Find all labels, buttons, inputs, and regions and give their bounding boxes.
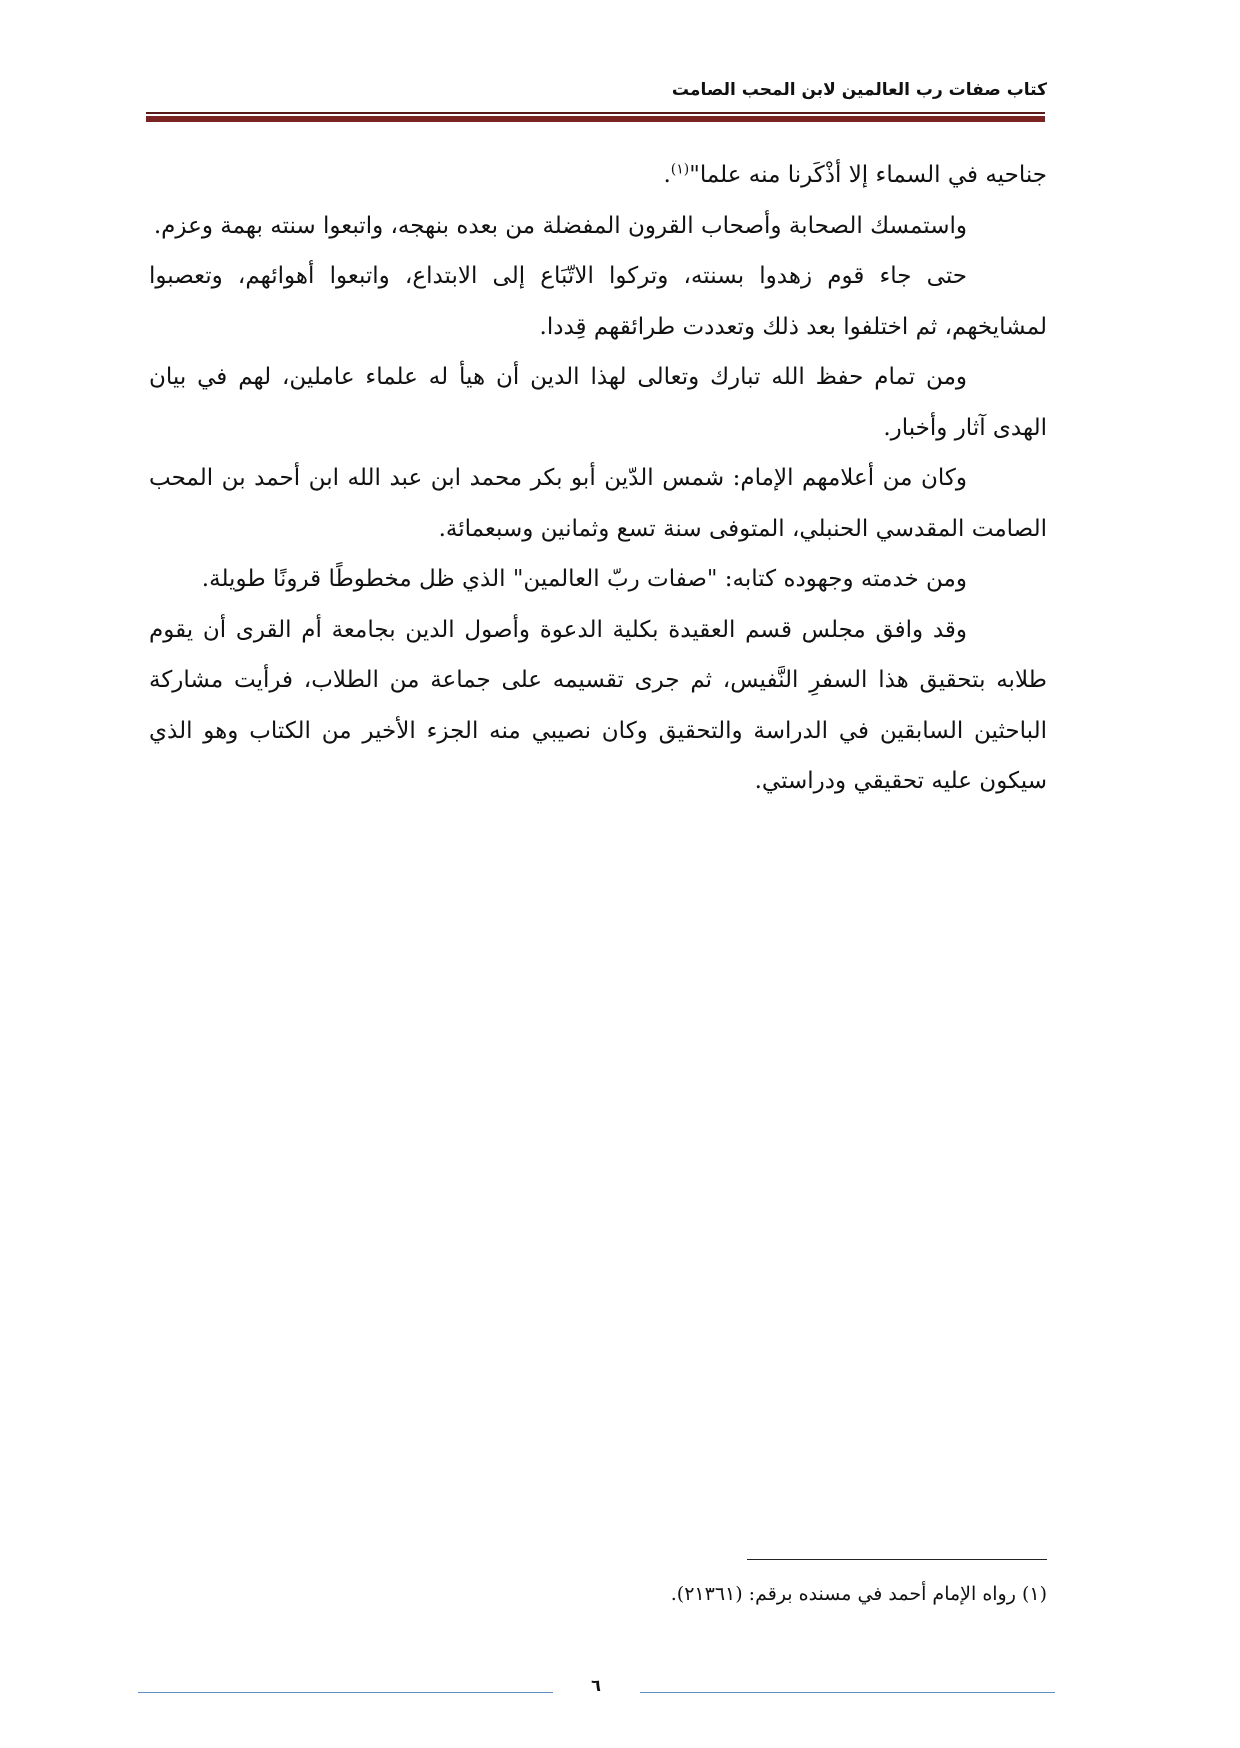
paragraph-1-tail: . <box>663 162 671 188</box>
paragraph-3: حتى جاء قوم زهدوا بسنته، وتركوا الاتّبَاع إلى الابتداع، واتبعوا أهوائهم، وتعصبوا لمشايخهم، ثم اختلفوا بعد ذلك وتعددت طرائقهم قِددا. <box>149 263 1047 340</box>
paragraph-1-text: جناحيه في السماء إلا أذْكَرنا منه علما" <box>689 162 1047 188</box>
header-rule-thin <box>146 112 1045 114</box>
running-header-title: كتاب صفات رب العالمين لابن المحب الصامت <box>671 80 1047 100</box>
paragraph-5: وكان من أعلامهم الإمام: شمس الدّين أبو بكر محمد ابن عبد الله ابن أحمد بن المحب الصامت المقدسي الحنبلي، المتوفى سنة تسع وثمانين وسبعمائة. <box>149 465 1047 542</box>
page-number: ٦ <box>591 1676 601 1695</box>
footnote-marker: (١) <box>670 161 690 178</box>
header-rule-thick <box>146 116 1045 122</box>
paragraph-2: واستمسك الصحابة وأصحاب القرون المفضلة من بعده بنهجه، واتبعوا سنته بهمة وعزم. <box>153 212 967 239</box>
paragraph-1 <box>149 150 1047 201</box>
main-text <box>149 150 1047 807</box>
footnote-separator <box>747 1559 1047 1560</box>
footer-rule-right <box>640 1692 1055 1693</box>
footer-rule-left <box>138 1692 553 1693</box>
paragraph-7: وقد وافق مجلس قسم العقيدة بكلية الدعوة وأصول الدين بجامعة أم القرى أن يقوم طلابه بتحقيق هذا السفرِ النَّفيس، ثم جرى تقسيمه على جماعة من الطلاب، فرأيت مشاركة الباحثين السابقين في الدراسة والتحقيق وكان نصيبي منه الجزء الأخير من الكتاب وهو الذي سيكون عليه تحقيقي ودراستي. <box>149 616 1047 794</box>
paragraph-6: ومن خدمته وجهوده كتابه: "صفات ربّ العالمين" الذي ظل مخطوطًا قرونًا طويلة. <box>201 566 967 592</box>
paragraph-4: ومن تمام حفظ الله تبارك وتعالى لهذا الدين أن هيأ له علماء عاملين، لهم في بيان الهدى آثار وأخبار. <box>149 364 1047 441</box>
footnote: (١) رواه الإمام أحمد في مسنده برقم: (٢١٣٦١). <box>670 1583 1047 1605</box>
